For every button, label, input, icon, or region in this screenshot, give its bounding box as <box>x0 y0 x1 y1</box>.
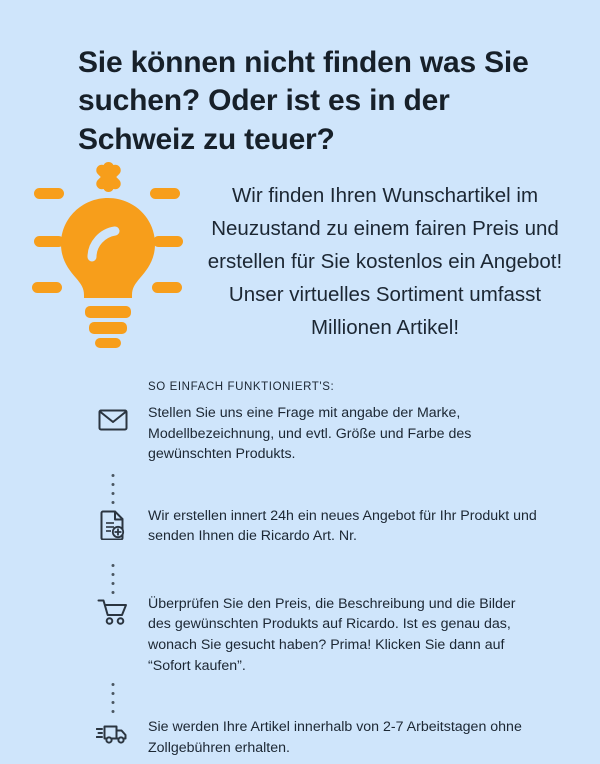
hero-paragraph: Wir finden Ihren Wunschartikel im Neuzustand zu einem fairen Preis und erstellen für Sie kostenlos ein Angebot! Unser virtuelles Sortiment umfasst Millionen Artikel! <box>207 183 563 340</box>
lightbulb-icon <box>22 160 192 350</box>
steps-list <box>78 402 538 764</box>
list-item <box>78 505 538 553</box>
list-item <box>78 716 538 764</box>
document-add-icon <box>78 505 148 540</box>
envelope-icon <box>78 402 148 433</box>
steps-section-title: SO EINFACH FUNKTIONIERT'S: <box>148 381 335 393</box>
list-item <box>78 593 538 676</box>
hero-section <box>0 150 600 365</box>
list-item-text: Überprüfen Sie den Preis, die Beschreibung und die Bilder des gewünschten Produkts auf Ricardo. Ist es genau das, wonach Sie gesucht haben? Prima! Klicken Sie dann auf “Sofort kaufen”. <box>148 595 516 674</box>
shopping-cart-icon <box>78 593 148 626</box>
list-item-text: Sie werden Ihre Artikel innerhalb von 2-7 Arbeitstagen ohne Zollgebühren erhalten. <box>148 719 522 756</box>
step-connector <box>78 567 148 593</box>
page-title: Sie können nicht finden was Sie suchen? Oder ist es in der Schweiz zu teuer? <box>78 46 529 156</box>
list-item <box>78 402 538 465</box>
list-item-text: Wir erstellen innert 24h ein neues Angebot für Ihr Produkt und senden Ihnen die Ricardo Art. Nr. <box>148 507 537 545</box>
list-item-text: Stellen Sie uns eine Frage mit angabe der Marke, Modellbezeichnung, und evtl. Größe und Farbe des gewünschten Produkts. <box>148 405 472 463</box>
delivery-truck-icon <box>78 716 148 745</box>
step-connector <box>78 690 148 716</box>
step-connector <box>78 479 148 505</box>
